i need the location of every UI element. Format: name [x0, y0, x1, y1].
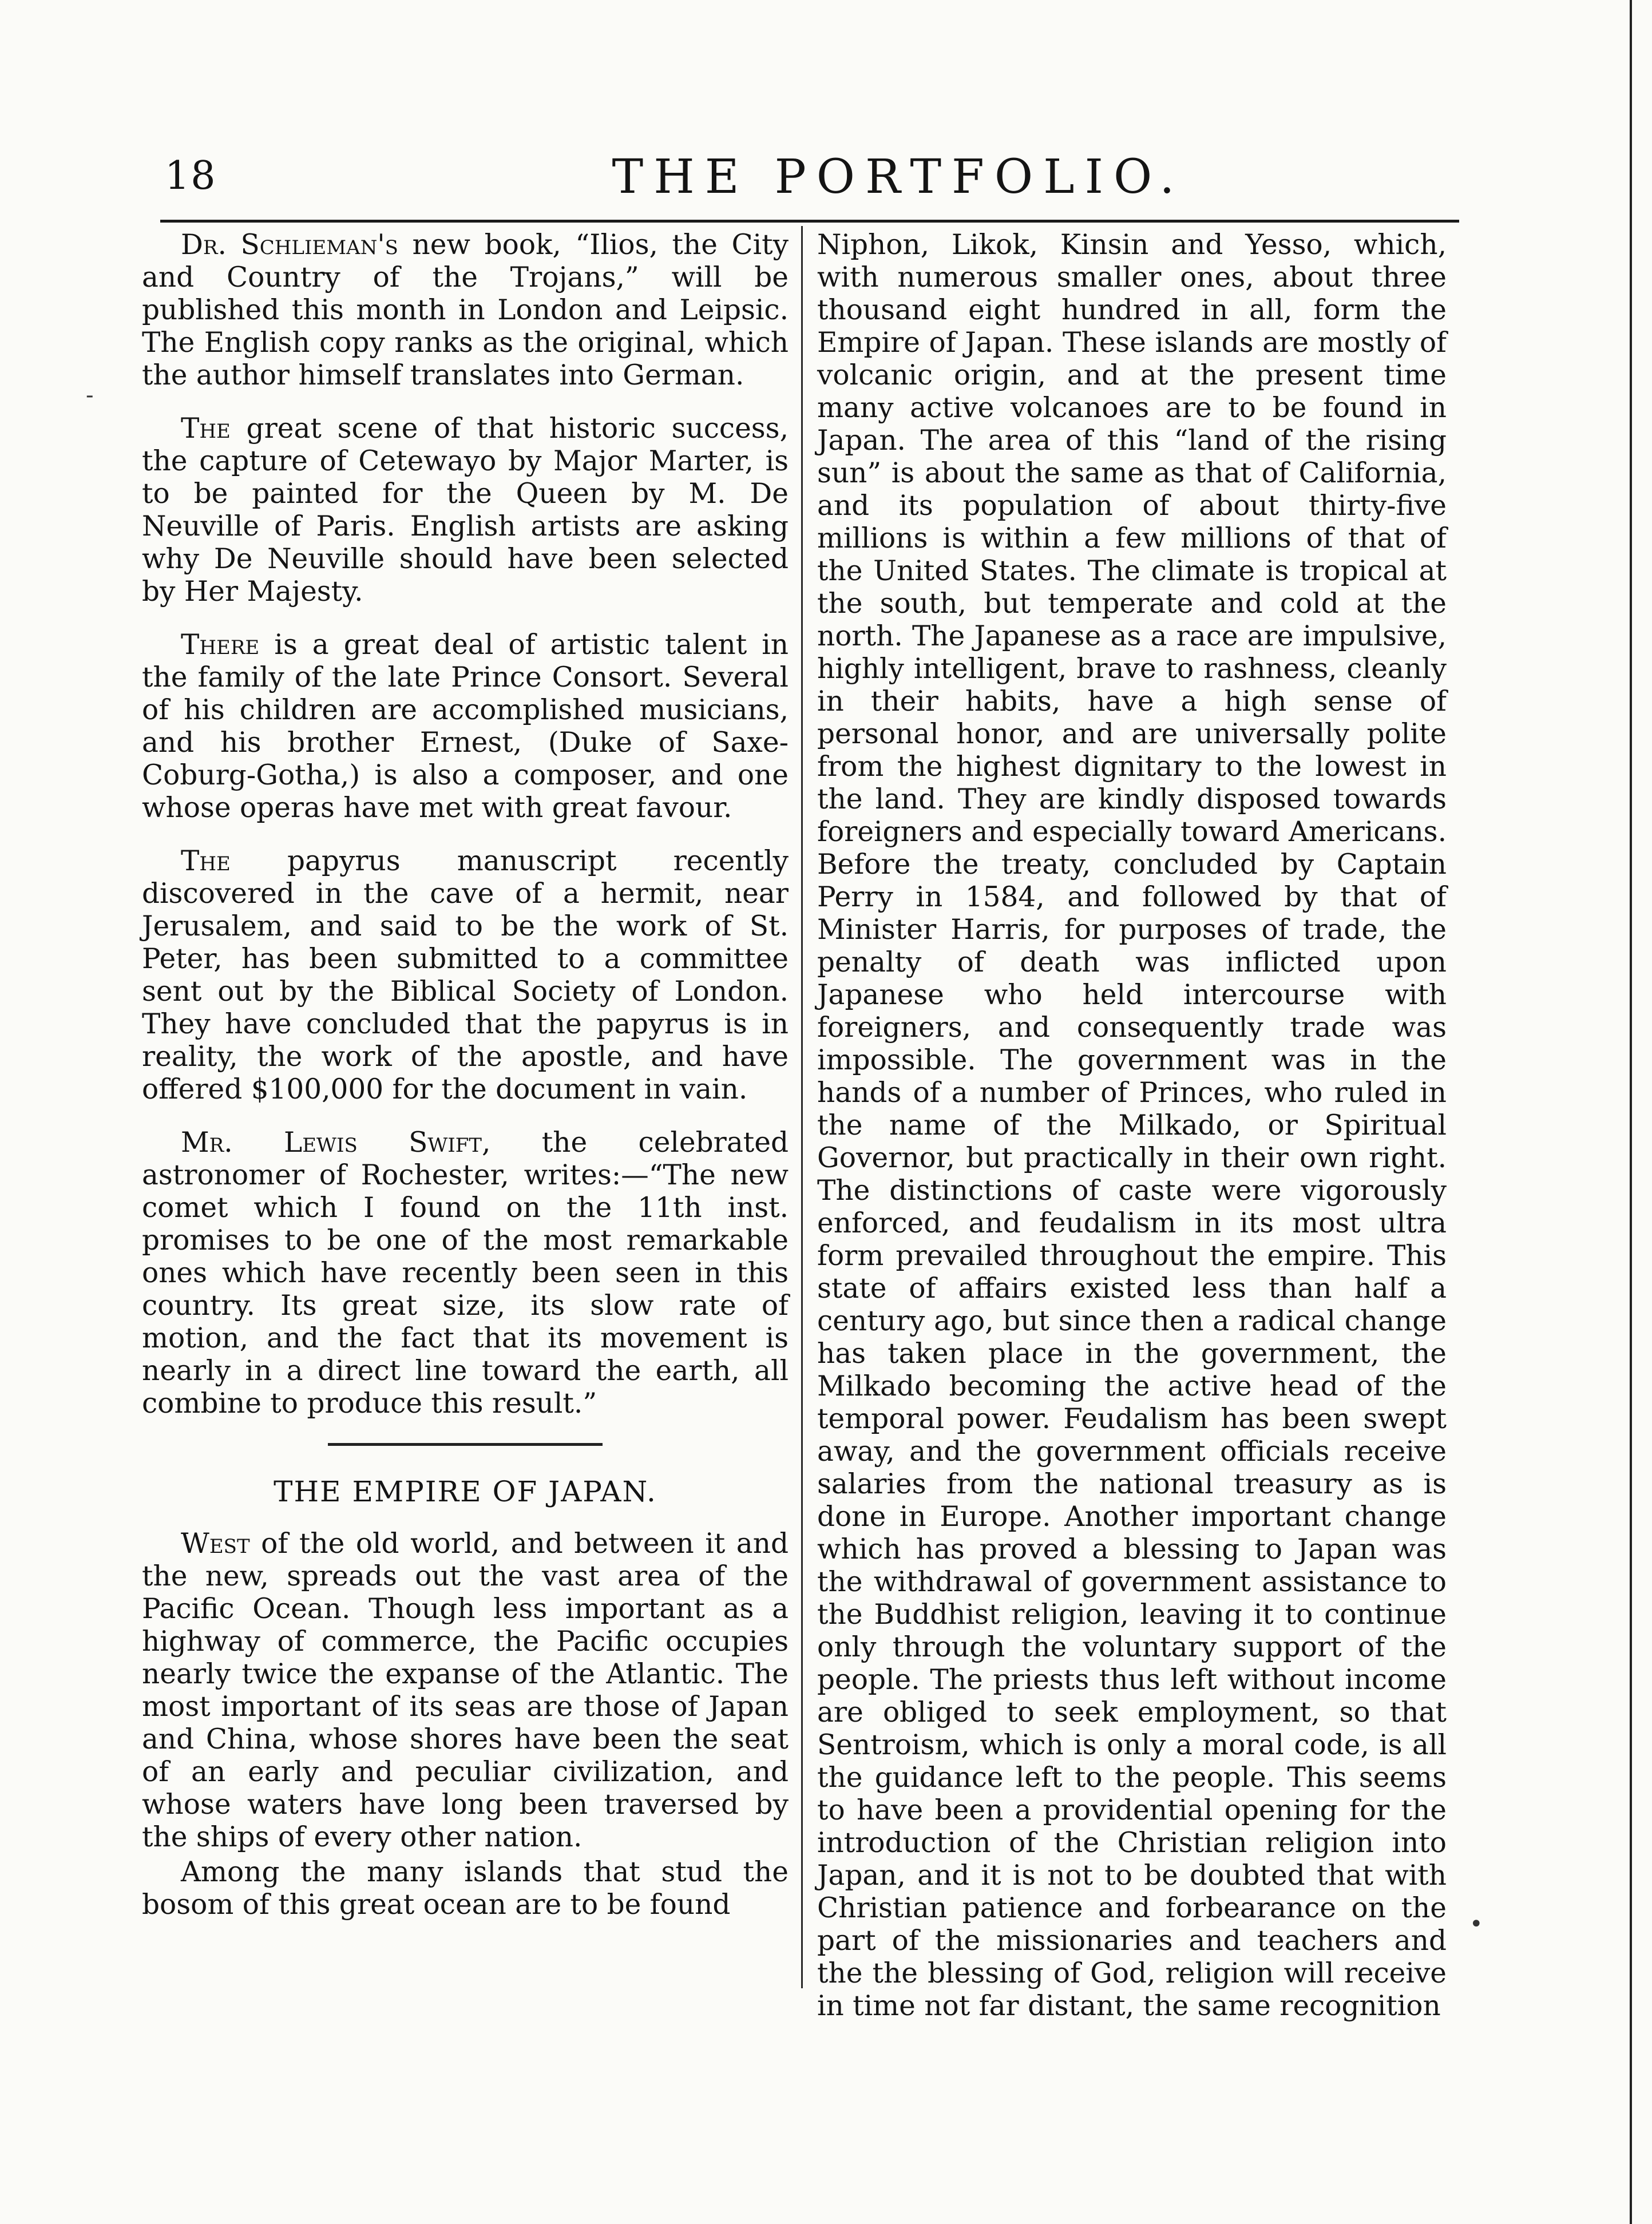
paragraph-text: is a great deal of artistic talent in the family of the late Prince Consort. Several of his children are accomplished musicians, and his brother Ernest, (Duke of Saxe-Coburg-Gotha,) is also a composer, and one whose operas have met with great favour. [142, 629, 789, 824]
paragraph-lead: The [181, 845, 231, 877]
margin-mark: • [1469, 1911, 1483, 1937]
paragraph-lead: West [181, 1528, 250, 1560]
paragraph-lead: The [181, 413, 231, 445]
schlieman-paragraph [142, 229, 789, 392]
comet-paragraph [142, 1127, 789, 1420]
column-divider [801, 226, 803, 1988]
paragraph-lead: Mr. Lewis Swift, [181, 1127, 491, 1159]
section-divider [328, 1443, 603, 1446]
page-edge-line [1630, 0, 1632, 2224]
margin-mark: - [86, 382, 94, 409]
japan-intro-paragraph [142, 1528, 789, 1854]
section-heading: THE EMPIRE OF JAPAN. [274, 1475, 657, 1508]
painting-paragraph [142, 413, 789, 608]
paragraph-text: of the old world, and between it and the new, spreads out the vast area of the Pacific Ocean. Though less important as a highway of commerce, the Pacific occupies nearly twice the expanse of the Atlantic. The most important of its seas are those of Japan and China, whose shores have been the seat of an early and peculiar civilization, and whose waters have long been traversed by the ships of every other nation. [142, 1528, 789, 1853]
running-head: THE PORTFOLIO. [612, 150, 1185, 204]
paragraph-text: the celebrated astronomer of Rochester, writes:—“The new comet which I found on the 11th inst. promises to be one of the most remarkable ones which have recently been seen in this country. Its great size, its slow rate of motion, and the fact that its movement is nearly in a direct line toward the earth, all combine to produce this result.” [142, 1127, 789, 1420]
japan-islands-paragraph: Among the many islands that stud the bosom of this great ocean are to be found [142, 1856, 789, 1921]
papyrus-paragraph [142, 845, 789, 1106]
page-number: 18 [165, 153, 217, 199]
talent-paragraph [142, 629, 789, 824]
paragraph-text: new book, “Ilios, the City and Country of the Trojans,” will be published this month in London and Leipsic. The English copy ranks as the original, which the author himself translates into German. [142, 229, 789, 391]
paragraph-lead: There [181, 629, 260, 661]
left-column [142, 229, 789, 1942]
right-column [817, 229, 1447, 2043]
paragraph-lead: Dr. Schlieman's [181, 229, 398, 261]
paragraph-text: papyrus manuscript recently discovered in the cave of a hermit, near Jerusalem, and said to be the work of St. Peter, has been submitted to a committee sent out by the Biblical Society of London. They have concluded that the papyrus is in reality, the work of the apostle, and have offered $100,000 for the document in vain. [142, 845, 789, 1105]
paragraph-text: great scene of that historic success, the capture of Cetewayo by Major Marter, is to be painted for the Queen by M. De Neuville of Paris. English artists are asking why De Neuville should have been selected by Her Majesty. [142, 413, 789, 608]
header-rule [160, 220, 1459, 223]
japan-continued-paragraph: Niphon, Likok, Kinsin and Yesso, which, with numerous smaller ones, about three thousand eight hundred in all, form the Empire of Japan. These islands are mostly of volcanic origin, and at the present time many active volcanoes are to be found in Japan. The area of this “land of the rising sun” is about the same as that of California, and its population of about thirty-five millions is within a few millions of that of the United States. The climate is tropical at the south, but temperate and cold at the north. The Japanese as a race are impulsive, highly intelligent, brave to rashness, cleanly in their habits, have a high sense of personal honor, and are universally polite from the highest dignitary to the lowest in the land. They are kindly disposed towards foreigners and especially toward Americans. Before the treaty, concluded by Captain Perry in 1584, and followed by that of Minister Harris, for purposes of trade, the penalty of death was inflicted upon Japanese who held intercourse with foreigners, and consequently trade was impossible. The government was in the hands of a number of Princes, who ruled in the name of the Milkado, or Spiritual Governor, but practically in their own right. The distinctions of caste were vigorously enforced, and feudalism in its most ultra form prevailed throughout the empire. This state of affairs existed less than half a century ago, but since then a radical change has taken place in the government, the Milkado becoming the active head of the temporal power. Feudalism has been swept away, and the government officials receive salaries from the national treasury as is done in Europe. Another important change which has proved a blessing to Japan was the withdrawal of government assistance to the Buddhist religion, leaving it to continue only through the voluntary support of the people. The priests thus left without income are obliged to seek employment, so that Sentroism, which is only a moral code, is all the guidance left to the people. This seems to have been a providential opening for the introduction of the Christian religion into Japan, and it is not to be doubted that with Christian patience and forbearance on the part of the missionaries and teachers and the the blessing of God, religion will receive in time not far distant, the same recognition [817, 229, 1447, 2022]
